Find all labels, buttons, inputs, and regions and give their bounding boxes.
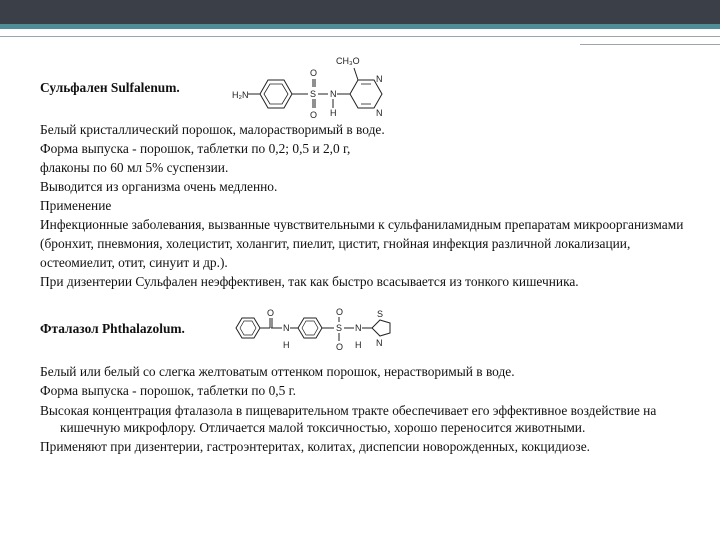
- phthalazol-line-1: Белый или белый со слегка желтоватым оттенком порошок, нерастворимый в воде.: [40, 364, 515, 379]
- slide-header-bar: [0, 0, 720, 24]
- header-rule-short: [580, 44, 720, 45]
- phthalazol-n1: N: [283, 323, 290, 333]
- phthalazol-n-ring: N: [376, 338, 383, 348]
- phthalazol-title: Фталазол Phthalazolum.: [40, 321, 185, 336]
- sulfalen-line-2: Форма выпуска - порошок, таблетки по 0,2; 0,5 и 2,0 г,: [40, 141, 351, 156]
- sulfalen-n-ring-top: N: [376, 74, 383, 84]
- sulfalen-line-1: Белый кристаллический порошок, малорастворимый в воде.: [40, 122, 385, 137]
- header-rule: [0, 36, 720, 37]
- sulfalen-line-6: Инфекционные заболевания, вызванные чувствительными к сульфаниламидным препаратам микроорганизмами (бронхит, пневмония, холецистит, холангит, пиелит, цистит, гнойная инфекция различной локализации, остеомиелит, отит, синуит и др.).: [40, 217, 684, 270]
- phthalazol-h1: H: [283, 340, 290, 350]
- sulfalen-n-ring-bottom: N: [376, 108, 383, 118]
- phthalazol-structure: [234, 306, 414, 356]
- sulfalen-title: Сульфален Sulfalenum.: [40, 80, 180, 95]
- phthalazol-line-3: Высокая концентрация фталазола в пищеварительном тракте обеспечивает его эффективное воздействие на кишечную микрофлору. Отличается малой токсичностью, хорошо переносится животными.: [40, 403, 657, 435]
- slide-header-accent: [0, 24, 720, 29]
- phthalazol-n2: N: [355, 323, 362, 333]
- sulfalen-h: H: [330, 108, 337, 118]
- sulfalen-line-3: флаконы по 60 мл 5% суспензии.: [40, 160, 229, 175]
- phthalazol-line-2: Форма выпуска - порошок, таблетки по 0,5 г.: [40, 383, 296, 398]
- sulfalen-line-7: При дизентерии Сульфален неэффективен, так как быстро всасывается из тонкого кишечника.: [40, 274, 579, 289]
- phthalazol-s-ring: S: [377, 309, 384, 319]
- phthalazol-h2: H: [355, 340, 362, 350]
- sulfalen-line-4: Выводится из организма очень медленно.: [40, 179, 278, 194]
- phthalazol-line-4: Применяют при дизентерии, гастроэнтеритах, колитах, диспепсии новорожденных, кокцидиозе.: [40, 439, 590, 454]
- sulfalen-structure: [230, 50, 400, 120]
- phthalazol-o-top: O: [336, 307, 344, 317]
- phthalazol-o-bottom: O: [336, 342, 344, 352]
- sulfalen-line-5: Применение: [40, 198, 112, 213]
- sulfalen-ch3o: CH₃O: [336, 56, 360, 66]
- sulfalen-h2n: H₂N: [232, 90, 249, 100]
- sulfalen-o-bottom: O: [310, 110, 318, 120]
- sulfalen-description: [40, 120, 700, 291]
- phthalazol-o-amide: O: [267, 308, 275, 318]
- phthalazol-description: [40, 362, 700, 455]
- sulfalen-s: S: [310, 89, 317, 99]
- sulfalen-n-amide: N: [330, 89, 337, 99]
- phthalazol-s: S: [336, 323, 343, 333]
- sulfalen-o-top: O: [310, 68, 318, 78]
